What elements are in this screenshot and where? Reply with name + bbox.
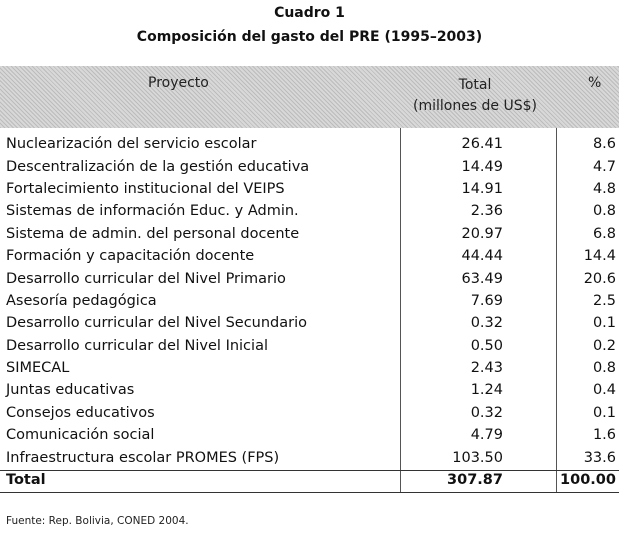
table-row	[0, 424, 619, 446]
total-value: 20.97	[461, 225, 503, 242]
table-row	[0, 312, 619, 334]
percent-value: 2.5	[592, 292, 616, 309]
percent-value: 0.1	[592, 315, 616, 332]
project-name: SIMECAL	[6, 360, 70, 377]
grand-total-value: 307.87	[447, 472, 503, 489]
table-row	[0, 335, 619, 357]
total-value: 14.91	[461, 180, 503, 197]
table-number: Cuadro 1	[274, 5, 345, 21]
table-row	[0, 379, 619, 401]
table-row	[0, 267, 619, 289]
table-row	[0, 357, 619, 379]
project-name: Fortalecimiento institucional del VEIPS	[6, 180, 285, 197]
project-name: Comunicación social	[6, 427, 155, 444]
total-value: 63.49	[461, 270, 503, 287]
project-name: Juntas educativas	[6, 382, 135, 399]
percent-value: 14.4	[583, 248, 616, 265]
header-total-unit: (millones de US$)	[412, 98, 538, 114]
percent-value: 0.8	[592, 203, 616, 220]
grand-total-percent: 100.00	[560, 472, 616, 489]
percent-value: 0.8	[592, 360, 616, 377]
project-name: Formación y capacitación docente	[6, 248, 255, 265]
total-value: 103.50	[452, 449, 503, 466]
percent-value: 4.7	[592, 158, 616, 175]
table-body	[0, 133, 619, 491]
table-row	[0, 133, 619, 155]
total-value: 4.79	[470, 427, 503, 444]
table-row	[0, 223, 619, 245]
percent-value: 6.8	[592, 225, 616, 242]
table-row	[0, 245, 619, 267]
table-row	[0, 290, 619, 312]
table-row	[0, 178, 619, 200]
percent-value: 0.4	[592, 382, 616, 399]
percent-value: 0.1	[592, 404, 616, 421]
total-label: Total	[6, 472, 46, 489]
total-value: 1.24	[470, 382, 503, 399]
total-value: 7.69	[470, 292, 503, 309]
project-name: Consejos educativos	[6, 404, 155, 421]
table-header	[0, 66, 619, 128]
total-value: 26.41	[461, 136, 503, 153]
total-value: 44.44	[461, 248, 503, 265]
project-name: Infraestructura escolar PROMES (FPS)	[6, 449, 280, 466]
percent-value: 8.6	[592, 136, 616, 153]
percent-value: 20.6	[583, 270, 616, 287]
project-name: Desarrollo curricular del Nivel Inicial	[6, 337, 268, 354]
table-title: Composición del gasto del PRE (1995–2003)	[136, 29, 483, 45]
project-name: Descentralización de la gestión educativa	[6, 158, 310, 175]
header-total	[400, 75, 550, 117]
project-name: Nuclearización del servicio escolar	[6, 136, 257, 153]
header-project: Proyecto	[148, 75, 209, 91]
header-total-label: Total	[458, 77, 492, 93]
total-value: 0.32	[470, 315, 503, 332]
percent-value: 1.6	[592, 427, 616, 444]
total-value: 2.43	[470, 360, 503, 377]
percent-value: 0.2	[592, 337, 616, 354]
table-row	[0, 402, 619, 424]
total-value: 0.50	[470, 337, 503, 354]
total-value: 0.32	[470, 404, 503, 421]
total-value: 14.49	[461, 158, 503, 175]
project-name: Sistema de admin. del personal docente	[6, 225, 300, 242]
project-name: Desarrollo curricular del Nivel Primario	[6, 270, 286, 287]
bottom-rule	[0, 492, 619, 493]
project-name: Desarrollo curricular del Nivel Secundario	[6, 315, 307, 332]
project-name: Asesoría pedagógica	[6, 292, 157, 309]
percent-value: 33.6	[583, 449, 616, 466]
percent-value: 4.8	[592, 180, 616, 197]
source-note: Fuente: Rep. Bolivia, CONED 2004.	[6, 515, 189, 527]
table-row	[0, 155, 619, 177]
total-row	[0, 469, 619, 491]
project-name: Sistemas de información Educ. y Admin.	[6, 203, 299, 220]
header-percent: %	[588, 75, 602, 91]
data-table	[0, 133, 619, 491]
total-value: 2.36	[470, 203, 503, 220]
table-row	[0, 200, 619, 222]
table-row	[0, 446, 619, 468]
